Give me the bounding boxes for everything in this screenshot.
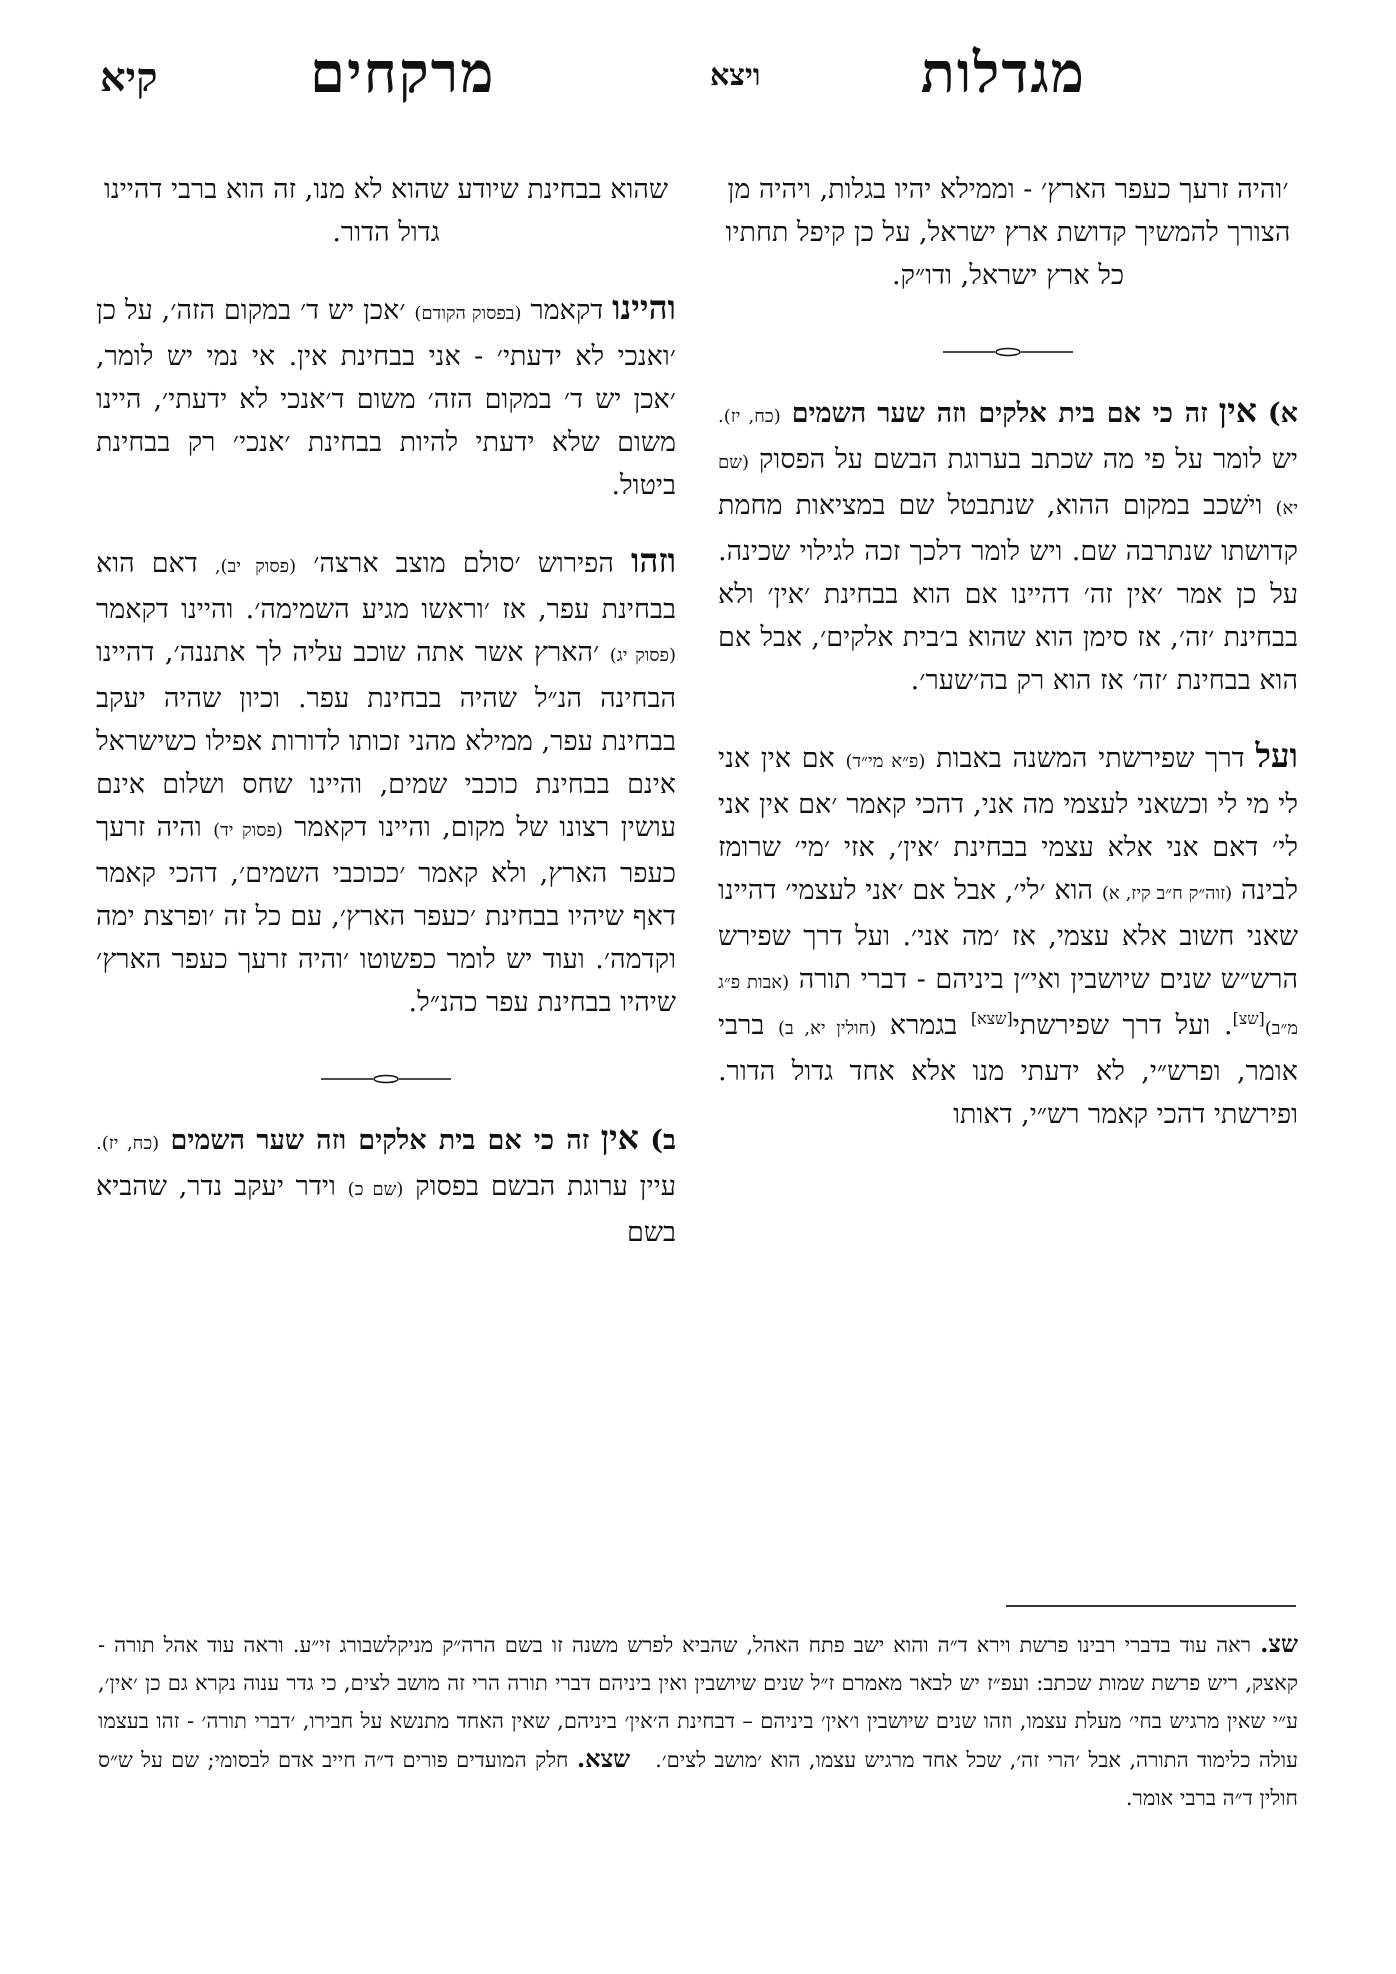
header-book-title: מגדלות bbox=[920, 40, 1086, 106]
paragraph bbox=[718, 734, 1298, 1136]
paragraph-number: ב) bbox=[650, 1125, 676, 1156]
paragraph-text: עיין ערוגת הבשם bbox=[490, 1171, 676, 1202]
paragraph-text: ׳והיה זרעך כעפר הארץ׳ - וממילא יהיו בגלות, ויהיה מן הצורך להמשיך קדושת ארץ ישראל, על כן קיפל תחתיו כל ארץ ישראל, ודו״ק. bbox=[725, 174, 1291, 291]
source-ref: (אבות פ״ג מ״ב) bbox=[718, 972, 1298, 1039]
footnote-marker[interactable]: [שצא] bbox=[970, 1009, 1013, 1028]
source-ref: (שם כ) bbox=[347, 1179, 404, 1200]
verse-quote: זה כי אם בית אלקים וזה שער bbox=[877, 398, 1208, 429]
paragraph bbox=[96, 168, 676, 254]
source-ref: (כח, יז). bbox=[718, 406, 781, 427]
running-header bbox=[100, 40, 1296, 130]
footnote-label: שצ. bbox=[1260, 1629, 1298, 1658]
paragraph-number: א) bbox=[1267, 398, 1298, 429]
verse-quote-end: השמים bbox=[170, 1125, 246, 1156]
paragraph-text: ויׁשכב במקום ההוא, שנתבטל שם במציאות מחמת קדושתו שנתרבה שם. ויש לומר דלכך זכה לגילוי שכינה. על כן אמר ׳אין זה׳ דהיינו אם הוא בבחינת ׳אין׳ ולא בבחינת ׳זה׳, אז סימן הוא שהוא ב׳בית אלקים׳, אבל אם הוא בבחינת ׳זה׳ אז הוא רק בה׳שער׳. bbox=[718, 490, 1298, 696]
source-ref: (פסוק יב), bbox=[214, 556, 297, 577]
lead-word: אין bbox=[600, 1118, 639, 1157]
verse-quote: זה כי אם בית אלקים וזה שער bbox=[256, 1125, 590, 1156]
paragraph-text: בפסוק bbox=[415, 1171, 480, 1202]
paragraph-text: . ועל דרך שפירשתי bbox=[1012, 1010, 1233, 1041]
paragraph-text: דאם הוא בבחינת עפר, אז ׳וראשו מגיע השמימה׳. והיינו דקאמר bbox=[96, 548, 676, 625]
lead-word: אין bbox=[1218, 391, 1257, 430]
paragraph-text: ברבי אומר, ופרש״י, לא ידעתי מנו אלא אחד גדול הדור. ופירשתי דהכי קאמר רש״י, דאותו bbox=[718, 1010, 1298, 1130]
source-ref: (פסוק יד) bbox=[213, 820, 283, 841]
source-ref: (חולין יא, ב) bbox=[777, 1018, 877, 1039]
footnote-separator bbox=[1006, 1605, 1296, 1607]
source-ref: (כח, יז). bbox=[96, 1133, 160, 1154]
paragraph-text: שהוא בבחינת שיודע שהוא לא מנו, זה הוא ברבי דהיינו גדול הדור. bbox=[104, 174, 668, 248]
header-parsha: ויצא bbox=[710, 58, 761, 93]
paragraph-text: וידר יעקב נדר, שהביא בשם bbox=[96, 1171, 676, 1248]
footnotes-section bbox=[98, 1625, 1298, 1817]
paragraph-text: הוא ׳לי׳, אבל אם ׳אני לעצמי׳ דהיינו שאני חשוב אלא עצמי, אז ׳מה אני׳. ועל דרך שפירש הרש״ש שנים שיושבין ואי״ן ביניהם - דברי תורה bbox=[718, 875, 1298, 995]
verse-quote-end: השמים bbox=[791, 398, 867, 429]
lead-word: והיינו bbox=[612, 288, 676, 327]
lead-word: ועל bbox=[1255, 736, 1298, 775]
paragraph-text: דרך שפירשתי המשנה באבות bbox=[936, 743, 1245, 774]
lead-word: וזהו bbox=[630, 541, 677, 580]
ornament-divider bbox=[718, 329, 1298, 349]
paragraph bbox=[96, 1116, 676, 1254]
ornament-icon bbox=[943, 345, 1073, 359]
paragraph-text: יש לומר על פי מה שכתב בערוגת הבשם על הפסוק bbox=[758, 444, 1298, 475]
header-page-number: קיא bbox=[100, 54, 158, 101]
footnote-label: שצא. bbox=[576, 1744, 631, 1773]
footnote-text: ראה עוד בדברי רבינו פרשת וירא ד״ה והוא ישב פתח האהל, שהביא לפרש משנה זו בשם הרה״ק מניקלשבורג זי״ע. וראה עוד אהל תורה - קאצק, ריש פרשת שמות שכתב: ועפ״ז יש לבאר מאמרם ז״ל שנים שיושבין ואין ביניהם דברי תורה הרי זה מושב לצים, כי גדר ענוה נקרא גם כן ׳אין׳, ע״י שאין מרגיש בחי׳ מעלת עצמו, וזהו שנים שיושבין ו׳אין׳ ביניהם – דבחינת ה׳אין׳ ביניהם, שאין האחד מתנשא על חבירו, ׳דברי תורה׳ - זהו בעצמו עולה כלימוד התורה, אבל ׳הרי זה׳, שכל אחד מרגיש עצמו, הוא ׳מושב לצים׳. bbox=[98, 1633, 1298, 1772]
header-section-title: מרקחים bbox=[310, 40, 496, 106]
footnote-text: חלק המועדים פורים ד״ה חייב אדם לבסומי; שם על ש״ס חולין ד״ה ברבי אומר. bbox=[98, 1748, 1298, 1810]
source-ref: (בפסוק הקודם) bbox=[414, 303, 522, 324]
right-column bbox=[718, 168, 1298, 1168]
left-column bbox=[96, 168, 676, 1286]
paragraph bbox=[96, 286, 676, 507]
paragraph-text: דקאמר bbox=[530, 295, 604, 326]
paragraph-text: ׳הארץ אשר אתה שוכב עליה לך אתננה׳, דהיינו הבחינה הנ״ל שהיה בבחינת עפר. וכיון שהיה יעקב בבחינת עפר, ממילא מהני זכותו לדורות אפילו כשישראל אינם בבחינת כוכבי שמים, והיינו שחס ושלום אינם עושין רצונו של מקום, והיינו דקאמר bbox=[96, 637, 677, 843]
footnote-marker[interactable]: [שצ] bbox=[1232, 1009, 1265, 1028]
paragraph bbox=[718, 389, 1298, 702]
paragraph bbox=[96, 539, 676, 1024]
paragraph-text: בגמרא bbox=[889, 1010, 958, 1041]
source-ref: (שם יא) bbox=[718, 452, 1298, 519]
source-ref: (זוה״ק ח״ב קיז, א) bbox=[1101, 883, 1233, 904]
ornament-divider bbox=[96, 1056, 676, 1076]
paragraph-text: אם אין אני לי מי לי וכשאני לעצמי מה אני, דהכי קאמר ׳אם אין אני לי׳ דאם אני אלא עצמי בבחינת ׳אין׳, אזי ׳מי׳ שרומז לבינה bbox=[718, 743, 1299, 906]
paragraph bbox=[718, 168, 1298, 297]
paragraph-text: ׳אכן יש ד׳ במקום הזה׳, על כן ׳ואנכי לא ידעתי׳ - אני בבחינת אין. אי נמי יש לומר, ׳אכן יש ד׳ במקום הזה׳ משום ד׳אנכי לא ידעתי׳, היינו משום שלא ידעתי להיות בבחינת ׳אנכי׳ רק בבחינת ביטול. bbox=[96, 295, 676, 501]
paragraph-text: הפירוש ׳סולם מוצב ארצה׳ bbox=[313, 548, 614, 579]
source-ref: (פ״א מי״ד) bbox=[845, 751, 926, 772]
paragraph-text: והיה זרעך כעפר הארץ, ולא קאמר ׳ככוכבי השמים׳, דהכי קאמר דאף שיהיו בבחינת ׳כעפר הארץ׳, עם כל זה ׳ופרצת ימה וקדמה׳. ועוד יש לומר כפשוטו ׳והיה זרעך כעפר הארץ׳ שיהיו בבחינת עפר כהנ״ל. bbox=[96, 812, 676, 1018]
ornament-icon bbox=[321, 1072, 451, 1086]
source-ref: (פסוק יג) bbox=[609, 645, 676, 666]
